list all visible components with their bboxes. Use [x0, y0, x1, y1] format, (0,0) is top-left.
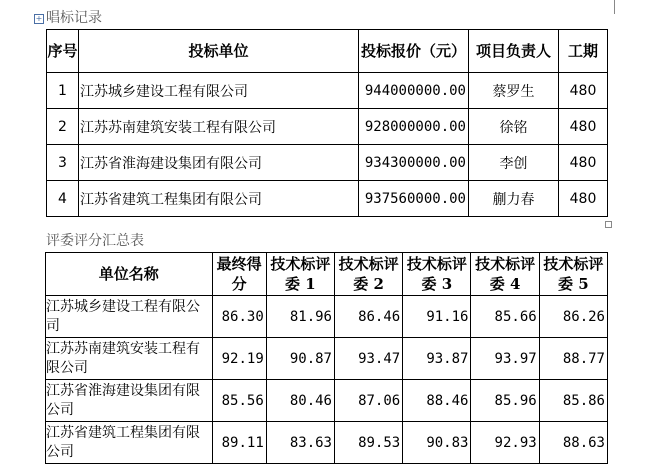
cell-judge-4: 85.96 — [471, 380, 539, 422]
header-price: 投标报价（元） — [359, 30, 469, 73]
cell-judge-1: 80.46 — [266, 380, 334, 422]
cell-seq: 1 — [47, 73, 79, 109]
table-row — [47, 73, 608, 109]
cell-judge-3: 91.16 — [403, 296, 471, 338]
cell-price: 934300000.00 — [359, 145, 469, 181]
cell-unit-name: 江苏苏南建筑安装工程有限公司 — [46, 338, 213, 380]
cell-unit-name: 江苏省淮海建设集团有限公司 — [46, 380, 213, 422]
cell-judge-2: 86.46 — [335, 296, 403, 338]
cell-period: 480 — [559, 145, 608, 181]
cell-judge-5: 88.63 — [539, 422, 607, 464]
cell-judge-2: 93.47 — [335, 338, 403, 380]
page-edge-marker — [614, 0, 615, 14]
cell-seq: 3 — [47, 145, 79, 181]
header-judge-4: 技术标评委 4 — [471, 253, 539, 296]
cell-unit: 江苏苏南建筑安装工程有限公司 — [79, 109, 359, 145]
cell-judge-1: 90.87 — [266, 338, 334, 380]
cell-price: 944000000.00 — [359, 73, 469, 109]
cell-unit: 江苏城乡建设工程有限公司 — [79, 73, 359, 109]
cell-judge-3: 93.87 — [403, 338, 471, 380]
cell-manager: 徐铭 — [469, 109, 559, 145]
cell-manager: 李创 — [469, 145, 559, 181]
cell-judge-3: 88.46 — [403, 380, 471, 422]
cell-judge-5: 86.26 — [539, 296, 607, 338]
cell-judge-5: 85.86 — [539, 380, 607, 422]
table-row — [46, 338, 608, 380]
header-unit-name: 单位名称 — [46, 253, 213, 296]
cell-judge-2: 87.06 — [335, 380, 403, 422]
table-header-row — [46, 253, 608, 296]
table-row — [46, 380, 608, 422]
cell-manager: 蔡罗生 — [469, 73, 559, 109]
cell-price: 928000000.00 — [359, 109, 469, 145]
cell-judge-4: 92.93 — [471, 422, 539, 464]
cell-final-score: 92.19 — [212, 338, 266, 380]
header-judge-2: 技术标评委 2 — [335, 253, 403, 296]
cell-seq: 4 — [47, 181, 79, 217]
cell-judge-3: 90.83 — [403, 422, 471, 464]
section2-title: 评委评分汇总表 — [46, 233, 144, 249]
cell-period: 480 — [559, 73, 608, 109]
table-row — [46, 422, 608, 464]
header-judge-3: 技术标评委 3 — [403, 253, 471, 296]
header-period: 工期 — [559, 30, 608, 73]
header-final-score: 最终得分 — [212, 253, 266, 296]
table-row — [47, 181, 608, 217]
header-judge-5: 技术标评委 5 — [539, 253, 607, 296]
cell-period: 480 — [559, 181, 608, 217]
header-manager: 项目负责人 — [469, 30, 559, 73]
cell-final-score: 89.11 — [212, 422, 266, 464]
cell-judge-4: 93.97 — [471, 338, 539, 380]
bid-opening-table — [46, 29, 608, 217]
table-header-row — [47, 30, 608, 73]
score-summary-table — [45, 252, 608, 464]
table-resize-handle-icon[interactable] — [605, 221, 612, 228]
cell-manager: 蒯力春 — [469, 181, 559, 217]
header-unit: 投标单位 — [79, 30, 359, 73]
cell-final-score: 86.30 — [212, 296, 266, 338]
table-row — [47, 145, 608, 181]
cell-seq: 2 — [47, 109, 79, 145]
table-row — [47, 109, 608, 145]
table-move-handle-icon[interactable]: + — [35, 14, 43, 23]
cell-judge-1: 81.96 — [266, 296, 334, 338]
cell-unit-name: 江苏省建筑工程集团有限公司 — [46, 422, 213, 464]
cell-judge-5: 88.77 — [539, 338, 607, 380]
cell-period: 480 — [559, 109, 608, 145]
cell-final-score: 85.56 — [212, 380, 266, 422]
header-judge-1: 技术标评委 1 — [266, 253, 334, 296]
cell-unit-name: 江苏城乡建设工程有限公司 — [46, 296, 213, 338]
section1-title: 唱标记录 — [46, 10, 102, 26]
cell-judge-1: 83.63 — [266, 422, 334, 464]
cell-price: 937560000.00 — [359, 181, 469, 217]
cell-unit: 江苏省淮海建设集团有限公司 — [79, 145, 359, 181]
cell-unit: 江苏省建筑工程集团有限公司 — [79, 181, 359, 217]
header-seq: 序号 — [47, 30, 79, 73]
table-row — [46, 296, 608, 338]
cell-judge-4: 85.66 — [471, 296, 539, 338]
cell-judge-2: 89.53 — [335, 422, 403, 464]
